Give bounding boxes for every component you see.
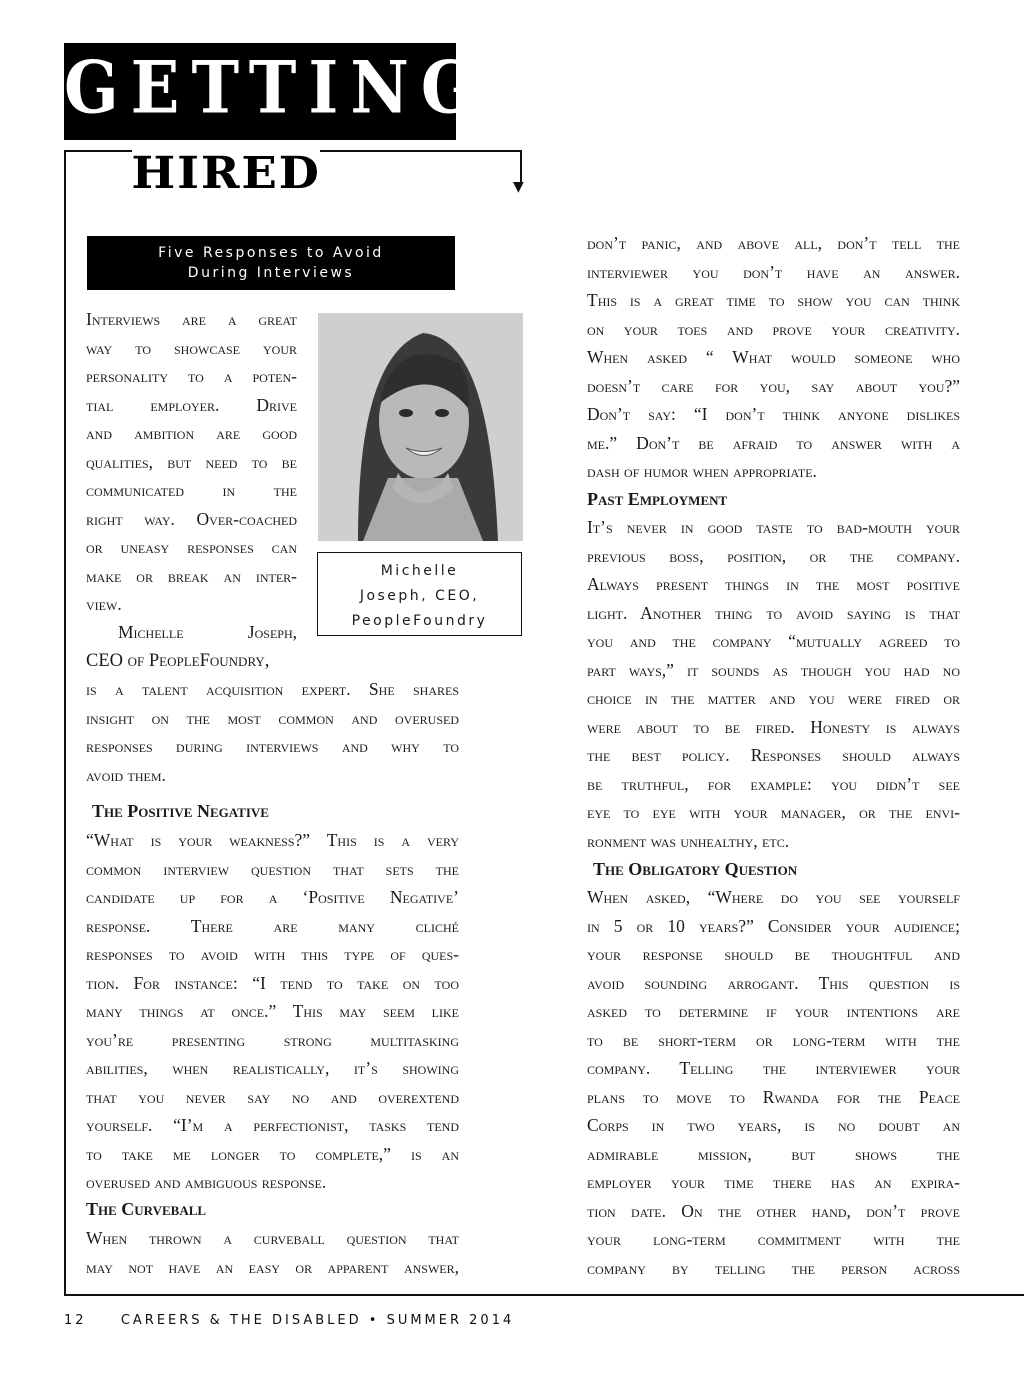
section-curveball [86,1224,459,1281]
frame-line-bottom [64,1294,1024,1296]
section-curveball-continued [587,229,960,486]
text-line: make or break an inter- [86,565,297,586]
text-line: don’t panic, and above all, don’t tell the [587,233,960,253]
page-subtitle-wrap [132,148,320,199]
text-line: company. Telling the interviewer your [587,1058,960,1078]
text-line: tion date. On the other hand, don’t prove [587,1200,960,1221]
text-line: choice in the matter and you were fired or [587,688,960,708]
text-line: to take me longer to complete,” is an [86,1143,459,1164]
article-heading-line1: Five Responses to Avoid [158,245,384,261]
text-line: right way. Over-coached [86,508,297,529]
frame-line-left [64,150,66,1294]
photo-caption [317,552,522,636]
text-line: When thrown a curveball question that [86,1228,459,1248]
text-line: company by telling the person across [587,1257,960,1278]
text-line: on your toes and prove your creativity. [587,318,960,339]
text-line: the best policy. Responses should always [587,745,960,765]
text-line: were about to be fired. Honesty is always [587,716,960,737]
text-line: dash of humor when appropriate. [587,461,817,481]
text-line: you and the company “mutually agreed to [587,631,960,651]
portrait-photo [318,313,523,541]
text-line: ronment was unhealthy, etc. [587,830,790,851]
text-line: may not have an easy or apparent answer, [86,1256,459,1277]
text-line: tion. For instance: “I tend to take on too [86,972,459,993]
text-line: be truthful, for example: you didn’t see [587,773,960,794]
page-title: GETTING [64,46,488,131]
intro-paragraph-wide [86,675,459,789]
title-banner [64,43,488,140]
text-line: insight on the most common and overused [86,707,459,728]
text-line: doesn’t care for you, say about you?” [587,375,960,396]
text-line: common interview question that sets the [86,858,459,879]
text-line: or uneasy responses can [86,537,297,557]
issue-date: SUMMER 2014 [386,1313,515,1328]
text-line: part ways,” it sounds as though you had no [587,659,960,680]
text-line: you’re presenting strong multitasking [86,1029,459,1050]
section-past-employment [587,513,960,855]
text-line: yourself. “I’m a perfectionist, tasks tend [86,1115,459,1135]
text-line: Corps in two years, is no doubt an [587,1115,960,1135]
text-line: abilities, when realistically, it’s showing [86,1058,459,1078]
text-line: previous boss, position, or the company. [587,545,960,566]
text-line: candidate up for a ‘Positive Negative’ [86,887,459,907]
text-line: “What is your weakness?” This is a very [86,830,459,850]
text-line: light. Another thing to avoid saying is that [587,602,960,623]
text-line: in 5 or 10 years?” Consider your audience; [587,915,960,936]
text-line: to be short-term or long-term with the [587,1029,960,1050]
text-line: and ambition are good [86,423,297,443]
text-line: This is a great time to show you can think [587,290,960,310]
page-footer [64,1313,514,1328]
portrait-image [318,313,523,541]
section-heading-past-employment: Past Employment [587,489,728,509]
text-line: CEO of PeopleFoundry, [86,650,270,671]
text-line: interviewer you don’t have an answer. [587,261,960,282]
text-line: eye to eye with your manager, or the envi- [587,802,960,822]
text-line: asked to determine if your intentions are [587,1001,960,1021]
section-heading-positive-negative: The Positive Negative [92,801,269,821]
text-line: Don’t say: “I don’t think anyone dislikes [587,404,960,424]
text-line: Always present things in the most positive [587,574,960,594]
text-line: When asked “ What would someone who [587,347,960,367]
text-line: your response should be thoughtful and [587,944,960,964]
text-line: responses to avoid with this type of ques- [86,944,459,964]
text-line: avoid sounding arrogant. This question is [587,972,960,993]
text-line: your long-term commitment with the [587,1229,960,1249]
section-heading-curveball: The Curveball [86,1199,207,1219]
text-line: avoid them. [86,764,166,785]
section-heading-obligatory-question: The Obligatory Question [593,859,798,879]
text-line: overused and ambiguous response. [86,1172,327,1192]
text-line: employer your time there has an expira- [587,1172,960,1192]
section-positive-negative [86,826,459,1197]
intro-paragraph-narrow-2 [86,618,297,675]
text-line: When asked, “Where do you see yourself [587,887,960,907]
text-line: personality to a poten- [86,366,297,386]
text-line: admirable mission, but shows the [587,1143,960,1164]
text-line: response. There are many cliché [86,915,459,936]
article-heading-box [87,236,455,290]
text-line: me.” Don’t be afraid to answer with a [587,432,960,453]
text-line: tial employer. Drive [86,394,297,415]
text-line: is a talent acquisition expert. She shares [86,679,459,699]
text-line: that you never say no and overextend [86,1086,459,1107]
publication-name: CAREERS & THE DISABLED [120,1313,362,1328]
text-line: plans to move to Rwanda for the Peace [587,1086,960,1107]
text-line: communicated in the [86,480,297,500]
section-obligatory-question [587,883,960,1282]
footer-separator: • [368,1313,380,1328]
text-line: many things at once.” This may seem like [86,1001,459,1021]
arrow-down-icon: ▼ [513,179,524,195]
text-line: way to showcase your [86,337,297,358]
page-subtitle: HIRED [131,148,321,199]
text-line: qualities, but need to be [86,451,297,472]
caption-line3: PeopleFoundry [351,613,488,629]
caption-line1: Michelle [380,563,459,579]
article-heading-line2: During Interviews [187,265,355,281]
text-line: view. [86,594,122,614]
text-line: Interviews are a great [86,309,297,329]
text-line: It’s never in good taste to bad-mouth your [587,517,960,537]
text-line: Michelle Joseph, [118,622,297,642]
caption-line2: Joseph, CEO, [359,588,480,604]
page-number: 12 [64,1313,87,1328]
text-line: responses during interviews and why to [86,736,459,756]
intro-paragraph-narrow [86,305,297,619]
